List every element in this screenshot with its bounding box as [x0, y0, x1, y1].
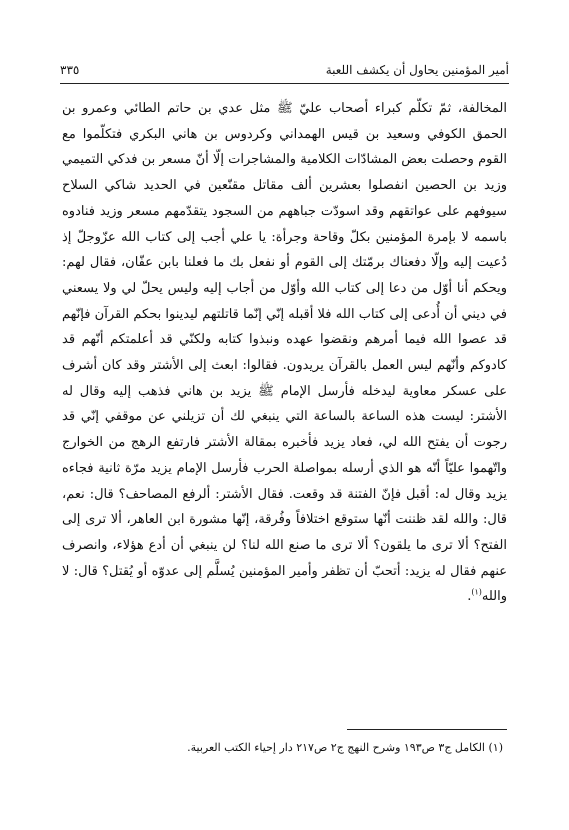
- footnote-separator: [347, 729, 507, 730]
- footnote: (١) الكامل ج٣ ص١٩٣ وشرح النهج ج٢ ص٢١٧ دار إحياء الكتب العربية.: [187, 741, 503, 754]
- page-number: ٣٣٥: [60, 63, 80, 77]
- main-paragraph: المخالفة، ثمّ تكلّم كبراء أصحاب عليّ ﷺ مثل عدي بن حاتم الطائي وعمرو بن الحمق الكوفي وسعيد بن قيس الهمداني وكردوس بن هاني البكري فتكلّموا مع القوم وحصلت بعض المشادّات الكلامية والمشاجرات إلّا أنّ مسعر بن فدكي التميمي وزيد بن الحصين انفصلوا بعشرين ألف مقاتل مقنّعين في الحديد شاكي السلاح سيوفهم على عواتقهم وقد اسودّت جباههم من السجود يتقدّمهم مسعر وزيد فنادوه باسمه لا بإمرة المؤمنين بكلّ وقاحة وجرأة: يا علي أجب إلى كتاب الله عزّوجلّ إذ دُعيت إليه وإلّا دفعناك برمّتك إلى القوم أو نفعل بك ما فعلنا بابن عفّان، فقال لهم: ويحكم أنا أوّل من دعا إلى كتاب الله وأوّل من أجاب إليه وليس يحلّ لي ولا يسعني في ديني أن أُدعى إلى كتاب الله فلا أقبله إنّي إنّما قاتلتهم ليدينوا بحكم القرآن فإنّهم قد عصوا الله فيما أمرهم ونقضوا عهده ونبذوا كتابه ولكنّي قد أعلمتكم أنّهم قد كادوكم وأنّهم ليس العمل بالقرآن يريدون. فقالوا: ابعث إلى الأشتر وقد كان أشرف على عسكر معاوية ليدخله فأرسل الإمام ﷺ يزيد بن هاني فذهب إليه وقال له الأشتر: ليست هذه الساعة بالساعة التي ينبغي لك أن تزيلني عن موقفي إنّي قد رجوت أن يفتح الله لي، فعاد يزيد فأخبره بمقالة الأشتر فارتفع الرهج من الخوارج واتّهموا عليّاً أنّه هو الذي أرسله بمواصلة الحرب فأرسل الإمام يزيد مرّة ثانية فجاءه يزيد وقال له: أقبل فإنّ الفتنة قد وقعت. فقال الأشتر: ألرفع المصاحف؟ قال: نعم، قال: والله لقد ظننت أنّها ستوقع اختلافاً وفُرقة، إنّها مشورة ابن العاهر، ألا ترى إلى الفتح؟ ألا ترى ما يلقون؟ ألا ترى ما صنع الله لنا؟ لن ينبغي أن أدع هؤلاء، وانصرف عنهم فقال له يزيد: أتحبّ أن تظفر وأمير المؤمنين يُسلَّم إلى عدوّه أو يُقتل؟ قال: لا والله$^{(١)}$.: [62, 101, 507, 605]
- running-title: أمير المؤمنين يحاول أن يكشف اللعبة: [325, 63, 509, 77]
- footnote-reference: (١): [471, 588, 482, 598]
- running-header: [60, 60, 509, 84]
- paragraph-text: المخالفة، ثمّ تكلّم كبراء أصحاب عليّ ﷺ مثل عدي بن حاتم الطائي وعمرو بن الحمق الكوفي وسعيد بن قيس الهمداني وكردوس بن هاني البكري فتكلّموا مع القوم وحصلت بعض المشادّات الكلامية والمشاجرات إلّا أنّ مسعر بن فدكي التميمي وزيد بن الحصين انفصلوا بعشرين ألف مقاتل مقنّعين في الحديد شاكي السلاح سيوفهم على عواتقهم وقد اسودّت جباههم من السجود يتقدّمهم مسعر وزيد فنادوه باسمه لا بإمرة المؤمنين بكلّ وقاحة وجرأة: يا علي أجب إلى كتاب الله عزّوجلّ إذ دُعيت إليه وإلّا دفعناك برمّتك إلى القوم أو نفعل بك ما فعلنا بابن عفّان، فقال لهم: ويحكم أنا أوّل من دعا إلى كتاب الله وأوّل من أجاب إليه وليس يحلّ لي ولا يسعني في ديني أن أُدعى إلى كتاب الله فلا أقبله إنّي إنّما قاتلتهم ليدينوا بحكم القرآن فإنّهم قد عصوا الله فيما أمرهم ونقضوا عهده ونبذوا كتابه ولكنّي قد أعلمتكم أنّهم قد كادوكم وأنّهم ليس العمل بالقرآن يريدون. فقالوا: ابعث إلى الأشتر وقد كان أشرف على عسكر معاوية ليدخله فأرسل الإمام ﷺ يزيد بن هاني فذهب إليه وقال له الأشتر: ليست هذه الساعة بالساعة التي ينبغي لك أن تزيلني عن موقفي إنّي قد رجوت أن يفتح الله لي، فعاد يزيد فأخبره بمقالة الأشتر فارتفع الرهج من الخوارج واتّهموا عليّاً أنّه هو الذي أرسله بمواصلة الحرب فأرسل الإمام يزيد مرّة ثانية فجاءه يزيد وقال له: أقبل فإنّ الفتنة قد وقعت. فقال الأشتر: ألرفع المصاحف؟ قال: نعم، قال: والله لقد ظننت أنّها ستوقع اختلافاً وفُرقة، إنّها مشورة ابن العاهر، ألا ترى إلى الفتح؟ ألا ترى ما يلقون؟ ألا ترى ما صنع الله لنا؟ لن ينبغي أن أدع هؤلاء، وانصرف عنهم فقال له يزيد: أتحبّ أن تظفر وأمير المؤمنين يُسلَّم إلى عدوّه أو يُقتل؟ قال: لا والله: [62, 101, 507, 605]
